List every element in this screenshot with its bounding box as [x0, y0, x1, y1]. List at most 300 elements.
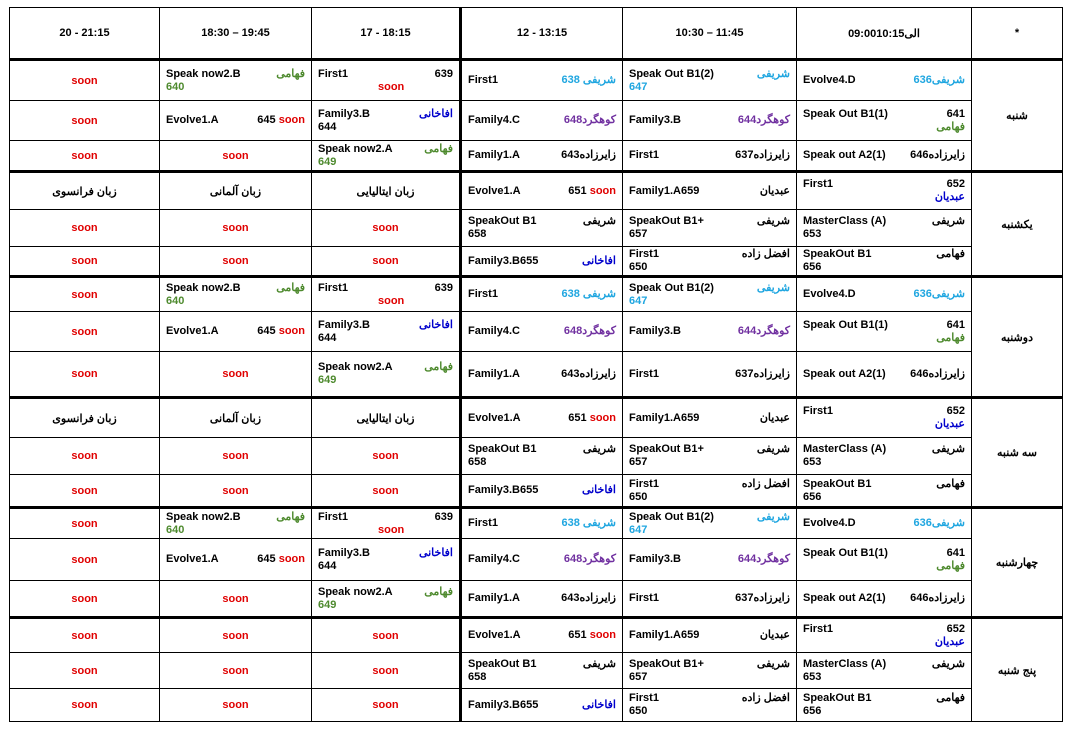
day-label: یکشنبه — [972, 172, 1063, 277]
soon-label: soon — [71, 368, 98, 380]
schedule-cell — [312, 312, 461, 352]
schedule-cell — [160, 475, 312, 508]
room-number: 651 — [568, 411, 587, 424]
teacher-name: 644کوهگرد — [737, 114, 790, 126]
schedule-cell — [160, 398, 312, 438]
schedule-cell — [797, 581, 972, 618]
class-name: Speak now2.B — [166, 281, 241, 294]
header-slot6: 20 - 21:15 — [10, 8, 160, 60]
class-name: First1 — [318, 67, 348, 80]
schedule-cell — [160, 101, 312, 141]
schedule-cell — [623, 689, 797, 722]
teacher-name: 648کوهگرد — [563, 553, 616, 565]
schedule-cell — [312, 101, 461, 141]
schedule-cell — [461, 581, 623, 618]
soon-label: soon — [222, 450, 249, 462]
teacher-name: فهامی — [276, 67, 305, 80]
room-number: 656 — [803, 490, 822, 503]
schedule-cell — [10, 689, 160, 722]
teacher-name: 644کوهگرد — [737, 325, 790, 337]
header-star: * — [972, 8, 1063, 60]
header-slot5: 18:30 – 19:45 — [160, 8, 312, 60]
schedule-cell — [797, 618, 972, 653]
class-name: Speak out A2(1) — [803, 367, 886, 380]
class-name: Speak now2.A — [318, 142, 393, 155]
room-number: 656 — [803, 705, 822, 717]
schedule-cell — [623, 352, 797, 398]
schedule-cell — [160, 581, 312, 618]
teacher-name: فهامی — [936, 120, 965, 133]
schedule-cell — [10, 539, 160, 581]
schedule-cell — [623, 101, 797, 141]
soon-label: soon — [222, 592, 249, 605]
class-name: Speak Out B1(1) — [803, 107, 888, 120]
schedule-cell — [623, 618, 797, 653]
schedule-cell — [10, 60, 160, 101]
soon-label: soon — [71, 699, 98, 711]
schedule-cell — [461, 618, 623, 653]
class-name: Family3.B — [318, 107, 370, 120]
schedule-cell — [312, 210, 461, 247]
soon-label: soon — [222, 149, 249, 162]
teacher-name: 637زایرزاده — [735, 367, 790, 380]
room-number: 657 — [629, 228, 648, 240]
room-number: 641 — [946, 318, 965, 331]
class-name: Speak Out B1(2) — [629, 510, 714, 523]
class-name: First1 — [629, 692, 659, 704]
room-number: 650 — [629, 705, 648, 717]
room-number: 657 — [629, 670, 648, 683]
teacher-name: 643زایرزاده — [561, 367, 616, 380]
room-number: 653 — [803, 228, 822, 240]
schedule-cell — [797, 247, 972, 277]
schedule-cell — [461, 508, 623, 539]
schedule-cell — [10, 277, 160, 312]
teacher-name: عبدیان — [759, 411, 790, 424]
schedule-row — [10, 141, 1063, 172]
class-name: Speak now2.A — [318, 361, 393, 373]
teacher-name: 637زایرزاده — [735, 149, 790, 161]
soon-label: soon — [372, 255, 399, 267]
schedule-cell — [160, 172, 312, 210]
teacher-name: 644کوهگرد — [737, 553, 790, 565]
room-number: 658 — [468, 228, 487, 240]
teacher-name: فهامی — [276, 281, 305, 294]
soon-label: soon — [71, 592, 98, 605]
class-name: Family3.B655 — [468, 698, 539, 711]
room-number: 640 — [166, 523, 185, 536]
schedule-cell — [160, 312, 312, 352]
soon-label: soon — [71, 149, 98, 162]
room-number: 644 — [318, 120, 337, 133]
schedule-cell — [10, 312, 160, 352]
schedule-row — [10, 60, 1063, 101]
schedule-cell — [312, 141, 461, 172]
room-number: 639 — [434, 510, 453, 523]
schedule-cell — [160, 539, 312, 581]
teacher-name: 637زایرزاده — [735, 592, 790, 604]
soon-label: soon — [372, 699, 399, 711]
teacher-name: فهامی — [936, 331, 965, 344]
room-number: 647 — [629, 80, 648, 93]
room-number: 650 — [629, 490, 648, 503]
soon-label: soon — [71, 74, 98, 87]
teacher-name: فهامی — [936, 692, 965, 704]
room-number: 639 — [434, 67, 453, 80]
teacher-name: شریفی — [582, 215, 616, 227]
schedule-cell — [312, 398, 461, 438]
schedule-cell — [312, 438, 461, 475]
header-slot3: 12 - 13:15 — [461, 8, 623, 60]
schedule-row — [10, 475, 1063, 508]
teacher-name: افاخانی — [418, 546, 453, 559]
room-number: 651 — [568, 184, 587, 197]
room-number: 647 — [629, 523, 648, 536]
class-name: First1 — [318, 510, 348, 523]
soon-label: soon — [71, 664, 98, 677]
schedule-cell — [797, 101, 972, 141]
room-number: 649 — [318, 374, 337, 386]
language-label: زبان ایتالیایی — [356, 412, 415, 425]
schedule-cell — [10, 398, 160, 438]
schedule-cell — [461, 438, 623, 475]
teacher-name: 646زایرزاده — [910, 367, 965, 380]
teacher-name: فهامی — [424, 361, 453, 373]
room-number: 645 — [257, 325, 276, 337]
schedule-row — [10, 398, 1063, 438]
schedule-cell — [160, 247, 312, 277]
soon-label: soon — [222, 222, 249, 234]
schedule-cell — [797, 475, 972, 508]
language-label: زبان ایتالیایی — [356, 185, 415, 198]
teacher-name: فهامی — [936, 559, 965, 572]
schedule-cell — [312, 653, 461, 689]
class-name: Speak Out B1(1) — [803, 546, 888, 559]
schedule-cell — [461, 141, 623, 172]
schedule-cell — [623, 312, 797, 352]
teacher-name: افاخانی — [581, 698, 616, 711]
schedule-cell — [623, 539, 797, 581]
class-name: Evolve1.A — [468, 629, 521, 641]
schedule-cell — [461, 539, 623, 581]
class-name: First1 — [803, 622, 833, 635]
language-label: زبان آلمانی — [209, 185, 262, 198]
soon-label: soon — [71, 114, 98, 127]
class-name: Speak out A2(1) — [803, 149, 886, 161]
class-name: Family1.A — [468, 149, 520, 161]
class-name: Speak Out B1(2) — [629, 67, 714, 80]
soon-label: soon — [222, 629, 249, 642]
schedule-cell — [623, 653, 797, 689]
teacher-name: افضل زاده — [741, 477, 790, 490]
class-name: SpeakOut B1 — [468, 215, 537, 227]
room-number: 647 — [629, 294, 648, 307]
class-name: Family4.C — [468, 114, 520, 126]
class-name: Family1.A659 — [629, 629, 700, 641]
class-name: First1 — [629, 248, 659, 260]
schedule-cell — [10, 172, 160, 210]
class-name: Speak now2.B — [166, 67, 241, 80]
schedule-cell — [160, 653, 312, 689]
room-number: 649 — [318, 155, 337, 168]
teacher-name: شریفی — [756, 215, 790, 227]
soon-label: soon — [278, 325, 305, 337]
header-slot2: 10:30 – 11:45 — [623, 8, 797, 60]
class-name: MasterClass (A) — [803, 657, 887, 670]
class-name: Evolve4.D — [803, 517, 856, 529]
room-number: 652 — [946, 178, 965, 190]
schedule-cell — [623, 475, 797, 508]
schedule-cell — [10, 210, 160, 247]
class-name: Evolve4.D — [803, 288, 856, 300]
schedule-cell — [10, 618, 160, 653]
schedule-cell — [623, 277, 797, 312]
schedule-cell — [160, 508, 312, 539]
class-name: Speak now2.A — [318, 585, 393, 598]
soon-label: soon — [372, 450, 399, 462]
class-name: First1 — [629, 149, 659, 161]
soon-label: soon — [71, 629, 98, 642]
teacher-name: 646زایرزاده — [910, 592, 965, 604]
soon-label: soon — [71, 255, 98, 267]
schedule-cell — [312, 352, 461, 398]
soon-label: soon — [589, 411, 616, 424]
language-label: زبان فرانسوی — [52, 412, 117, 425]
schedule-cell — [623, 398, 797, 438]
class-name: Family3.B — [629, 325, 681, 337]
teacher-name: افاخانی — [581, 484, 616, 496]
schedule-cell — [10, 438, 160, 475]
class-name: SpeakOut B1+ — [629, 215, 704, 227]
schedule-cell — [312, 475, 461, 508]
room-number: 645 — [257, 114, 276, 126]
class-name: Evolve1.A — [166, 325, 219, 337]
soon-label: soon — [372, 484, 399, 497]
schedule-row — [10, 689, 1063, 722]
header-slot1: 09:00الی10:15 — [797, 8, 972, 60]
header-row — [10, 8, 1063, 60]
soon-label: soon — [222, 368, 249, 380]
header-slot4: 17 - 18:15 — [312, 8, 461, 60]
teacher-name: عبدیان — [934, 191, 965, 203]
class-name: Family1.A659 — [629, 411, 700, 424]
room-number: 649 — [318, 598, 337, 611]
class-name: Evolve4.D — [803, 74, 856, 86]
soon-label: soon — [589, 629, 616, 641]
soon-label: soon — [378, 523, 405, 536]
schedule-cell — [160, 210, 312, 247]
class-name: Speak Out B1(2) — [629, 281, 714, 294]
class-name: Evolve1.A — [468, 184, 521, 197]
class-name: Speak Out B1(1) — [803, 318, 888, 331]
class-name: First1 — [629, 477, 659, 490]
class-name: Family3.B655 — [468, 484, 539, 496]
schedule-cell — [461, 352, 623, 398]
class-name: Family1.A — [468, 367, 520, 380]
soon-label: soon — [372, 222, 399, 234]
schedule-table — [9, 7, 1063, 722]
teacher-name: فهامی — [276, 510, 305, 523]
class-name: Family3.B — [318, 546, 370, 559]
class-name: SpeakOut B1 — [803, 692, 872, 704]
schedule-cell — [623, 247, 797, 277]
schedule-cell — [312, 508, 461, 539]
schedule-cell — [312, 689, 461, 722]
teacher-name: شریفی — [756, 67, 790, 80]
schedule-row — [10, 312, 1063, 352]
schedule-cell — [312, 277, 461, 312]
room-number: 641 — [946, 107, 965, 120]
teacher-name: شریفی636 — [913, 517, 965, 529]
schedule-cell — [461, 277, 623, 312]
room-number: 640 — [166, 80, 185, 93]
schedule-cell — [160, 438, 312, 475]
schedule-cell — [461, 312, 623, 352]
teacher-name: 646زایرزاده — [910, 149, 965, 161]
schedule-cell — [312, 60, 461, 101]
class-name: First1 — [629, 367, 659, 380]
class-name: MasterClass (A) — [803, 215, 887, 227]
schedule-cell — [461, 247, 623, 277]
schedule-cell — [623, 508, 797, 539]
schedule-cell — [160, 618, 312, 653]
teacher-name: افاخانی — [581, 254, 616, 267]
schedule-cell — [10, 101, 160, 141]
class-name: Evolve1.A — [166, 553, 219, 565]
room-number: 645 — [257, 553, 276, 565]
day-label: سه شنبه — [972, 398, 1063, 508]
schedule-row — [10, 618, 1063, 653]
class-name: SpeakOut B1 — [468, 657, 537, 670]
soon-label: soon — [589, 184, 616, 197]
class-name: First1 — [468, 74, 498, 86]
teacher-name: فهامی — [424, 585, 453, 598]
schedule-cell — [797, 172, 972, 210]
class-name: First1 — [318, 281, 348, 294]
teacher-name: 638 شریفی — [561, 517, 616, 529]
schedule-cell — [312, 247, 461, 277]
schedule-row — [10, 438, 1063, 475]
schedule-cell — [461, 172, 623, 210]
schedule-cell — [797, 508, 972, 539]
schedule-cell — [797, 210, 972, 247]
schedule-cell — [10, 475, 160, 508]
teacher-name: شریفی636 — [913, 74, 965, 86]
schedule-cell — [461, 101, 623, 141]
schedule-row — [10, 210, 1063, 247]
teacher-name: عبدیان — [759, 184, 790, 197]
language-label: زبان فرانسوی — [52, 185, 117, 198]
schedule-cell — [461, 210, 623, 247]
teacher-name: افاخانی — [418, 318, 453, 331]
room-number: 653 — [803, 670, 822, 683]
room-number: 658 — [468, 670, 487, 683]
schedule-row — [10, 352, 1063, 398]
schedule-cell — [312, 618, 461, 653]
soon-label: soon — [71, 288, 98, 301]
class-name: First1 — [803, 178, 833, 190]
schedule-cell — [10, 141, 160, 172]
class-name: Family4.C — [468, 553, 520, 565]
day-label: دوشنبه — [972, 277, 1063, 398]
schedule-cell — [160, 689, 312, 722]
room-number: 658 — [468, 456, 487, 468]
room-number: 644 — [318, 559, 337, 572]
room-number: 644 — [318, 331, 337, 344]
teacher-name: شریفی — [756, 443, 790, 455]
teacher-name: شریفی — [582, 657, 616, 670]
schedule-cell — [461, 689, 623, 722]
schedule-cell — [160, 141, 312, 172]
teacher-name: شریفی636 — [913, 288, 965, 300]
schedule-cell — [461, 653, 623, 689]
class-name: SpeakOut B1 — [803, 248, 872, 260]
teacher-name: 638 شریفی — [561, 288, 616, 300]
schedule-cell — [160, 60, 312, 101]
room-number: 650 — [629, 261, 648, 273]
soon-label: soon — [71, 450, 98, 462]
class-name: Family4.C — [468, 325, 520, 337]
teacher-name: افضل زاده — [741, 248, 790, 260]
soon-label: soon — [278, 553, 305, 565]
class-name: First1 — [629, 592, 659, 604]
class-name: MasterClass (A) — [803, 443, 887, 455]
schedule-cell — [623, 60, 797, 101]
class-name: Speak out A2(1) — [803, 592, 886, 604]
class-name: Family3.B — [629, 114, 681, 126]
class-name: First1 — [803, 405, 833, 417]
schedule-row — [10, 653, 1063, 689]
class-name: SpeakOut B1 — [468, 443, 537, 455]
teacher-name: شریفی — [756, 657, 790, 670]
schedule-cell — [312, 539, 461, 581]
teacher-name: 648کوهگرد — [563, 325, 616, 337]
schedule-cell — [797, 398, 972, 438]
teacher-name: عبدیان — [934, 635, 965, 648]
schedule-row — [10, 508, 1063, 539]
schedule-cell — [797, 689, 972, 722]
schedule-row — [10, 101, 1063, 141]
soon-label: soon — [222, 699, 249, 711]
schedule-cell — [160, 352, 312, 398]
teacher-name: شریفی — [931, 443, 965, 455]
schedule-cell — [10, 581, 160, 618]
schedule-cell — [312, 581, 461, 618]
schedule-cell — [10, 508, 160, 539]
room-number: 652 — [946, 405, 965, 417]
schedule-row — [10, 539, 1063, 581]
schedule-cell — [797, 539, 972, 581]
schedule-row — [10, 172, 1063, 210]
schedule-cell — [10, 247, 160, 277]
class-name: Family3.B655 — [468, 254, 539, 267]
schedule-cell — [623, 210, 797, 247]
soon-label: soon — [372, 664, 399, 677]
teacher-name: 638 شریفی — [561, 74, 616, 86]
teacher-name: فهامی — [424, 142, 453, 155]
teacher-name: فهامی — [936, 248, 965, 260]
class-name: Family3.B — [318, 318, 370, 331]
teacher-name: 643زایرزاده — [561, 592, 616, 604]
class-name: First1 — [468, 517, 498, 529]
teacher-name: شریفی — [931, 657, 965, 670]
day-label: شنبه — [972, 60, 1063, 172]
room-number: 656 — [803, 261, 822, 273]
schedule-cell — [312, 172, 461, 210]
class-name: SpeakOut B1 — [803, 477, 872, 490]
soon-label: soon — [222, 255, 249, 267]
soon-label: soon — [378, 294, 405, 307]
